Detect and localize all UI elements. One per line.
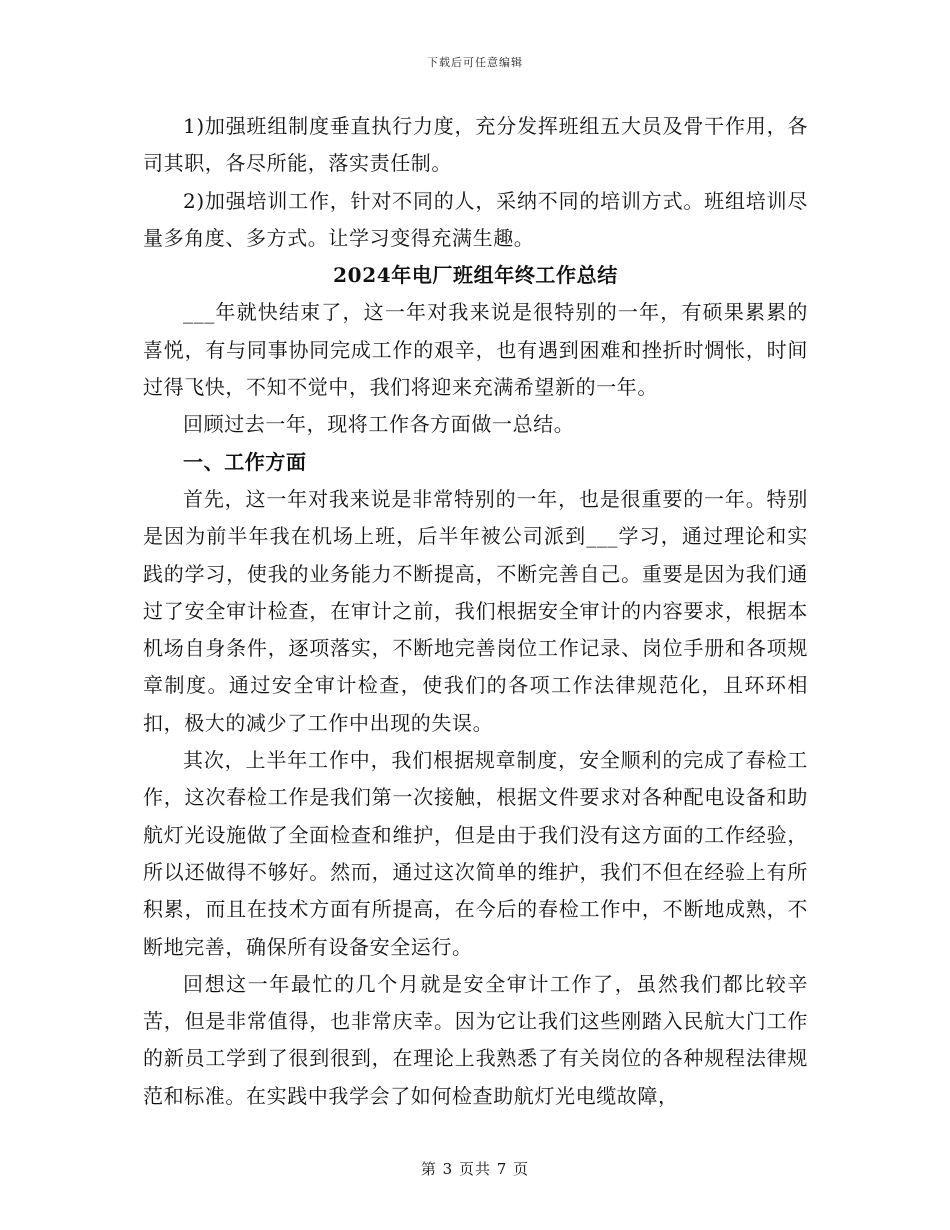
- page-header: 下载后可任意编辑: [427, 56, 523, 69]
- body-paragraph-3: 回想这一年最忙的几个月就是安全审计工作了，虽然我们都比较辛苦，但是非常值得，也非常庆幸。因为它让我们这些刚踏入民航大门工作的新员工学到了很到很到，在理论上我熟悉了有关岗位的各种规程法律规范和标准。在实践中我学会了如何检查助航灯光电缆故障，: [143, 971, 808, 1108]
- paragraph-2: 2)加强培训工作，针对不同的人，采纳不同的培训方式。班组培训尽量多角度、多方式。让学习变得充满生趣。: [143, 188, 808, 250]
- intro-paragraph-1: ___年就快结束了，这一年对我来说是很特别的一年，有硕果累累的喜悦，有与同事协同完成工作的艰辛，也有遇到困难和挫折时惆怅，时间过得飞快，不知不觉中，我们将迎来充满希望新的一年。: [143, 300, 808, 400]
- document-title: 2024年电厂班组年终工作总结: [333, 263, 618, 288]
- paragraph-1: 1)加强班组制度垂直执行力度，充分发挥班组五大员及骨干作用，各司其职，各尽所能，落实责任制。: [143, 114, 808, 176]
- page-footer: 第 3 页共 7 页: [420, 1160, 530, 1178]
- intro-paragraph-2: 回顾过去一年，现将工作各方面做一总结。: [183, 412, 575, 437]
- body-paragraph-1: 首先，这一年对我来说是非常特别的一年，也是很重要的一年。特别是因为前半年我在机场上班，后半年被公司派到___学习，通过理论和实践的学习，使我的业务能力不断提高，不断完善自己。重要是因为我们通过了安全审计检查，在审计之前，我们根据安全审计的内容要求，根据本机场自身条件，逐项落实，不断地完善岗位工作记录、岗位手册和各项规章制度。通过安全审计检查，使我们的各项工作法律规范化，且环环相扣，极大的减少了工作中出现的失误。: [143, 486, 808, 735]
- document-content: [143, 108, 808, 1115]
- body-paragraph-2: 其次，上半年工作中，我们根据规章制度，安全顺利的完成了春检工作，这次春检工作是我们第一次接触，根据文件要求对各种配电设备和助航灯光设施做了全面检查和维护，但是由于我们没有这方面的工作经验，所以还做得不够好。然而，通过这次简单的维护，我们不但在经验上有所积累，而且在技术方面有所提高，在今后的春检工作中，不断地成熟，不断地完善，确保所有设备安全运行。: [143, 748, 808, 959]
- section-heading: 一、工作方面: [183, 449, 307, 474]
